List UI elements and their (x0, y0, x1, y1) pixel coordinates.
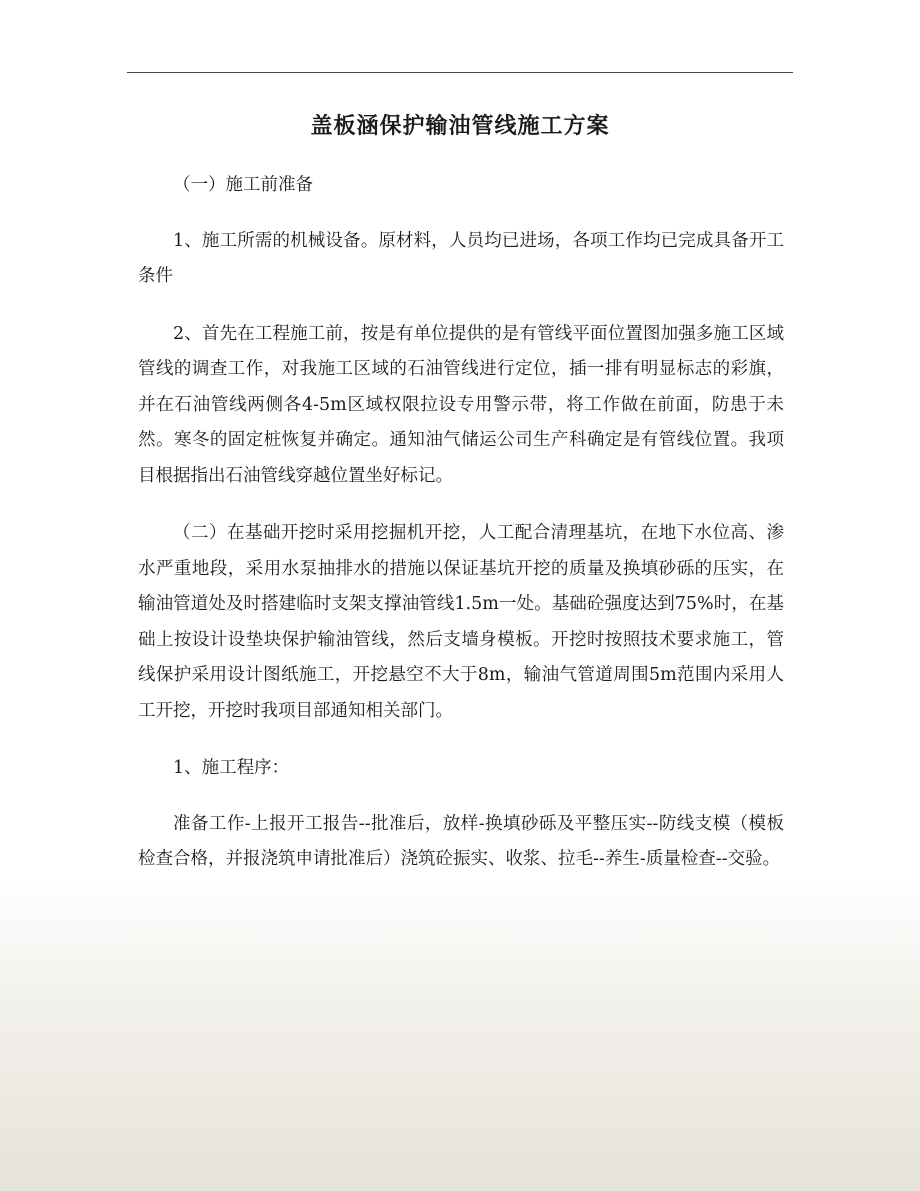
paragraph-procedure-steps: 准备工作-上报开工报告--批准后，放样-换填砂砾及平整压实--防线支模（模板检查合格，并报浇筑申请批准后）浇筑砼振实、收浆、拉毛--养生-质量检查--交验。 (138, 813, 784, 869)
paragraph-excavation: （二）在基础开挖时采用挖掘机开挖，人工配合清理基坑，在地下水位高、渗水严重地段，采用水泵抽排水的措施以保证基坑开挖的质量及换填砂砾的压实，在输油管道处及时搭建临时支架支撑油管线1.5m一处。基础砼强度达到75%时，在基础上按设计设垫块保护输油管线，然后支墙身模板。开挖时按照技术要求施工，管线保护采用设计图纸施工，开挖悬空不大于8m，输油气管道周围5m范围内采用人工开挖，开挖时我项目部通知相关部门。 (138, 523, 784, 721)
header-rule (127, 72, 793, 73)
document-title: 盖板涵保护输油管线施工方案 (310, 113, 610, 139)
paragraph-equipment: 1、施工所需的机械设备。原材料，人员均已进场，各项工作均已完成具备开工条件 (138, 230, 784, 286)
document-body (138, 168, 784, 900)
section-heading-preparation: （一）施工前准备 (173, 175, 313, 195)
section-heading-procedure: 1、施工程序： (173, 758, 290, 778)
paragraph-pipeline-survey: 2、首先在工程施工前，按是有单位提供的是有管线平面位置图加强多施工区域管线的调查工作，对我施工区域的石油管线进行定位，插一排有明显标志的彩旗，并在石油管线两侧各4-5m区域权限拉设专用警示带，将工作做在前面，防患于未然。寒冬的固定桩恢复并确定。通知油气储运公司生产科确定是有管线位置。我项目根据指出石油管线穿越位置坐好标记。 (138, 323, 784, 486)
